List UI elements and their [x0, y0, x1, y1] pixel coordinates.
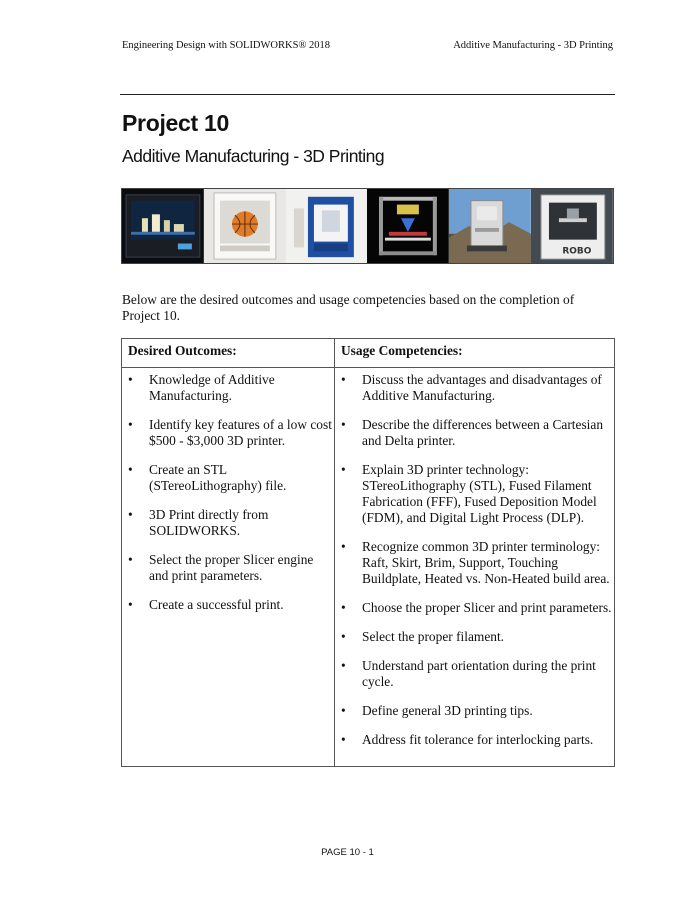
project-title: Project 10 [122, 110, 229, 136]
robo-label: ROBO [562, 246, 592, 257]
competency-text: Select the proper filament. [362, 629, 505, 644]
competency-text: Explain 3D printer technology: STereoLithography (STL), Fused Filament Fabrication (FFF), Fused Deposition Model (FDM), and Digital Light Process (DLP). [362, 462, 597, 525]
usage-competencies-list [335, 372, 614, 748]
printer-photo-5 [449, 189, 531, 263]
desired-outcomes-header: Desired Outcomes: [122, 339, 335, 368]
table-header-row [122, 339, 615, 368]
printer-photo-3 [286, 189, 368, 263]
outcome-text: 3D Print directly from SOLIDWORKS. [149, 507, 269, 538]
outcome-text: Create an STL (STereoLithography) file. [149, 462, 287, 493]
list-item: • Create a successful print. [128, 597, 284, 612]
list-item: • Knowledge of Additive Manufacturing. [128, 372, 275, 403]
competency-text: Address fit tolerance for interlocking parts. [362, 732, 594, 747]
running-header [122, 40, 613, 56]
table-body-row [122, 368, 615, 767]
printer-photo-1 [122, 189, 204, 263]
competency-text: Recognize common 3D printer terminology: Raft, Skirt, Brim, Support, Touching Buildplate, Heated vs. Non-Heated build area. [362, 539, 610, 586]
outcome-text: Select the proper Slicer engine and print parameters. [149, 552, 314, 583]
list-item: • Explain 3D printer technology: STereoLithography (STL), Fused Filament Fabrication (FFF), Fused Deposition Model (FDM), and Digital Light Process (DLP). [341, 462, 597, 525]
desired-outcomes-cell [122, 368, 335, 767]
competency-text: Discuss the advantages and disadvantages of Additive Manufacturing. [362, 372, 602, 403]
printer-photo-banner [121, 188, 614, 264]
book-title: Engineering Design with SOLIDWORKS® 2018 [122, 40, 331, 51]
competency-text: Choose the proper Slicer and print parameters. [362, 600, 612, 615]
printer-photo-2 [204, 189, 286, 263]
outcome-text: Create a successful print. [149, 597, 284, 612]
list-item: • Create an STL (STereoLithography) file. [128, 462, 287, 493]
list-item: • Choose the proper Slicer and print parameters. [341, 600, 612, 615]
outcome-text: Identify key features of a low cost $500 - $3,000 3D printer. [149, 417, 332, 448]
list-item: • Identify key features of a low cost $500 - $3,000 3D printer. [128, 417, 332, 448]
printer-photo-4 [367, 189, 449, 263]
competency-text: Understand part orientation during the print cycle. [362, 658, 596, 689]
desired-outcomes-list [122, 372, 334, 613]
usage-competencies-cell [335, 368, 615, 767]
list-item: • Discuss the advantages and disadvantages of Additive Manufacturing. [341, 372, 602, 403]
list-item: • Understand part orientation during the print cycle. [341, 658, 596, 689]
usage-competencies-header: Usage Competencies: [335, 339, 615, 368]
page-number: PAGE 10 - 1 [321, 847, 374, 858]
list-item: • Address fit tolerance for interlocking parts. [341, 732, 594, 747]
intro-paragraph: Below are the desired outcomes and usage competencies based on the completion of Project 10. [122, 292, 575, 323]
competency-text: Define general 3D printing tips. [362, 703, 533, 718]
list-item: • Define general 3D printing tips. [341, 703, 533, 718]
chapter-title: Additive Manufacturing - 3D Printing [453, 40, 613, 51]
list-item: • Recognize common 3D printer terminology: Raft, Skirt, Brim, Support, Touching Buildplate, Heated vs. Non-Heated build area. [341, 539, 610, 586]
list-item: • 3D Print directly from SOLIDWORKS. [128, 507, 269, 538]
list-item: • Describe the differences between a Cartesian and Delta printer. [341, 417, 604, 448]
header-rule [120, 94, 615, 95]
project-subtitle: Additive Manufacturing - 3D Printing [122, 146, 385, 166]
outcome-text: Knowledge of Additive Manufacturing. [149, 372, 275, 403]
outcomes-table [121, 338, 615, 767]
list-item: • Select the proper Slicer engine and print parameters. [128, 552, 314, 583]
competency-text: Describe the differences between a Cartesian and Delta printer. [362, 417, 604, 448]
printer-photo-6 [531, 189, 613, 263]
list-item: • Select the proper filament. [341, 629, 505, 644]
